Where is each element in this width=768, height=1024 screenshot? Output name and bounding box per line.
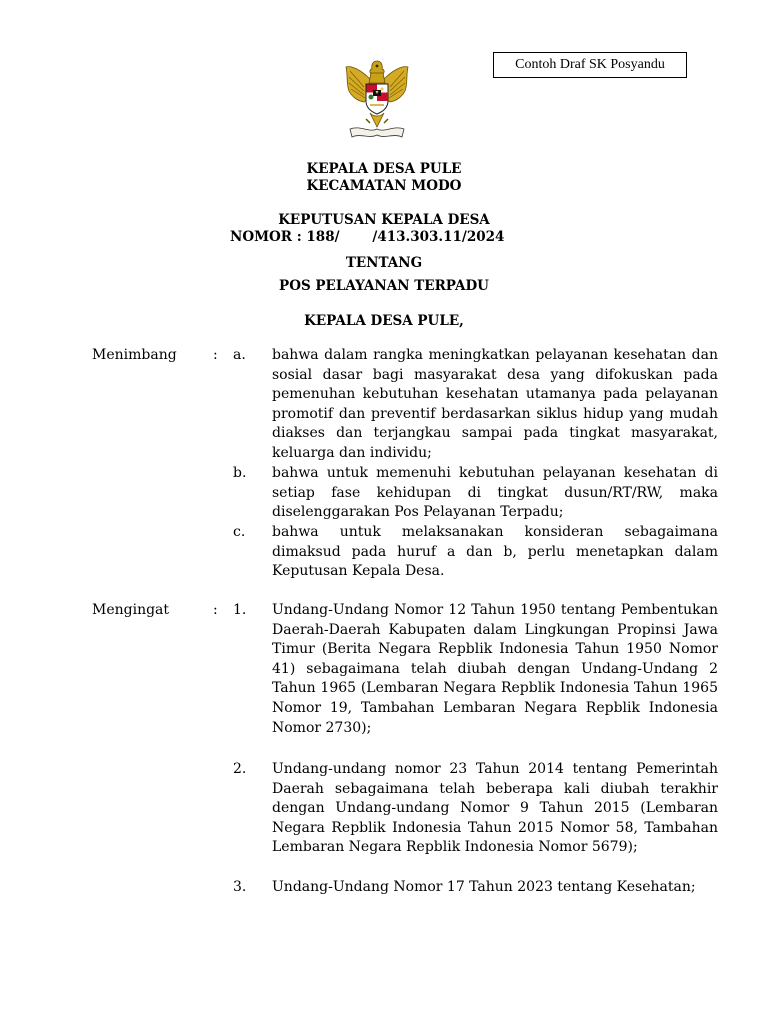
draft-label-box bbox=[493, 52, 687, 78]
menimbang-marker-a: a. bbox=[233, 347, 246, 363]
mengingat-item-2: Undang-undang nomor 23 Tahun 2014 tentang Pemerintah Daerah sebagaimana telah beberapa kali diubah terakhir dengan Undang-undang Nomor 9 Tahun 2015 (Lembaran Negara Repblik Indonesia Tahun 2015 Nomor 58, Tambahan Lembaran Negara Repblik Indonesia Nomor 5679); bbox=[272, 761, 718, 856]
garuda-emblem-icon bbox=[340, 57, 414, 145]
mengingat-marker-3: 3. bbox=[233, 879, 247, 895]
menimbang-item-a: bahwa dalam rangka meningkatkan pelayanan kesehatan dan sosial dasar bagi masyarakat desa yang difokuskan pada pemenuhan kebutuhan kesehatan utamanya pada pelayanan promotif dan preventif berdasarkan siklus hidup yang mudah diakses dan terjangkau sampai pada tingkat masyarakat, keluarga dan individu; bbox=[272, 347, 718, 461]
decree-number: NOMOR : 188/ /413.303.11/2024 bbox=[230, 229, 505, 245]
mengingat-item-3: Undang-Undang Nomor 17 Tahun 2023 tentang Kesehatan; bbox=[272, 879, 696, 895]
mengingat-item-1: Undang-Undang Nomor 12 Tahun 1950 tentang Pembentukan Daerah-Daerah Kabupaten dalam Lingkungan Propinsi Jawa Timur (Berita Negara Repblik Indonesia Tahun 1950 Nomor 41) sebagaimana telah diubah dengan Undang-Undang 2 Tahun 1965 (Lembaran Negara Repblik Indonesia Tahun 1965 Nomor 19, Tambahan Lembaran Negara Repblik Indonesia Nomor 2730); bbox=[272, 602, 718, 736]
district-title: KECAMATAN MODO bbox=[306, 178, 462, 194]
village-head-title: KEPALA DESA PULE bbox=[306, 161, 462, 177]
draft-label: Contoh Draf SK Posyandu bbox=[515, 57, 665, 72]
menimbang-item-b: bahwa untuk memenuhi kebutuhan pelayanan kesehatan di setiap fase kehidupan di tingkat dusun/RT/RW, maka diselenggarakan Pos Pelayanan Terpadu; bbox=[272, 465, 718, 521]
mengingat-marker-1: 1. bbox=[233, 602, 247, 618]
about-heading: TENTANG bbox=[345, 255, 423, 271]
decree-subject: POS PELAYANAN TERPADU bbox=[279, 278, 489, 294]
mengingat-colon: : bbox=[213, 602, 218, 618]
decree-title: KEPUTUSAN KEPALA DESA bbox=[278, 212, 490, 228]
menimbang-item-c: bahwa untuk melaksanakan konsideran sebagaimana dimaksud pada huruf a dan b, perlu menetapkan dalam Keputusan Kepala Desa. bbox=[272, 524, 718, 580]
issuer-heading: KEPALA DESA PULE, bbox=[304, 313, 464, 329]
mengingat-label: Mengingat bbox=[92, 602, 170, 618]
mengingat-marker-2: 2. bbox=[233, 761, 247, 777]
menimbang-colon: : bbox=[213, 347, 218, 363]
menimbang-marker-c: c. bbox=[233, 524, 246, 540]
menimbang-label: Menimbang bbox=[92, 347, 177, 363]
menimbang-marker-b: b. bbox=[233, 465, 247, 481]
